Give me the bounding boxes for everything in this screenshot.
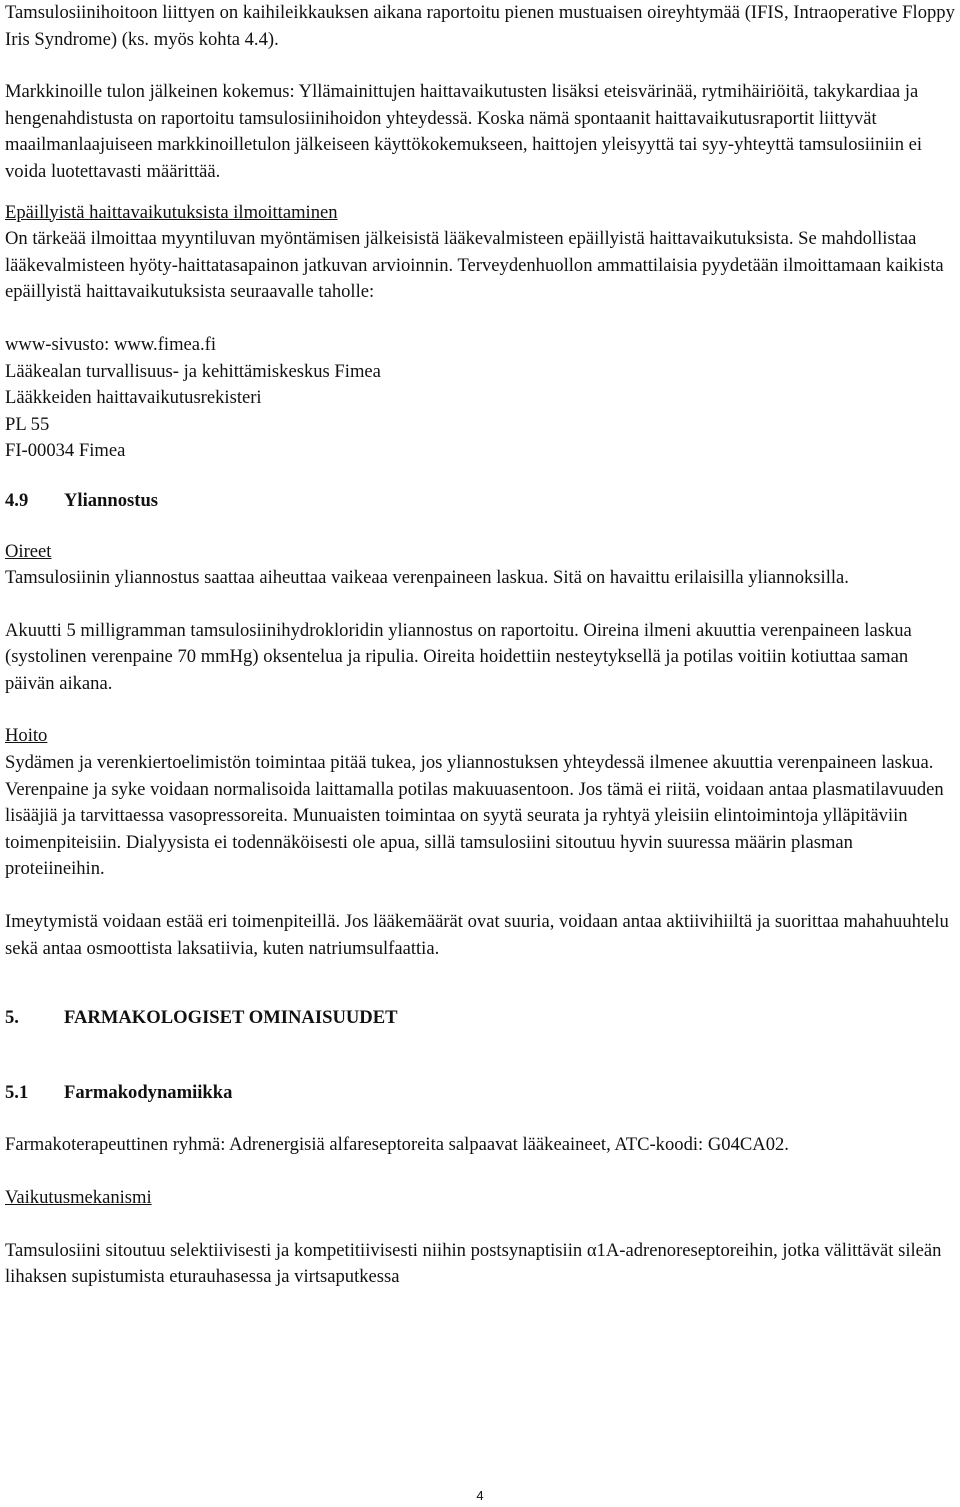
reporting-text: On tärkeää ilmoittaa myyntiluvan myöntämisen jälkeisistä lääkevalmisteen epäillyistä haittavaikutuksista. Se mahdollistaa lääkevalmisteen hyöty-haittatasapainon jatkuvan arvioinnin. Terveydenhuollon ammattilaisia pyydetään ilmoittamaan kaikista epäillyistä haittavaikutuksista seuraavalle taholle: bbox=[5, 228, 944, 303]
section-number: 5. bbox=[5, 1007, 19, 1029]
pharmacotherapeutic-group: Farmakoterapeuttinen ryhmä: Adrenergisiä alfareseptoreita salpaavat lääkeaineet, ATC-koodi: G04CA02. bbox=[5, 1134, 789, 1156]
address-line: Lääkkeiden haittavaikutusrekisteri bbox=[5, 387, 262, 409]
address-line: PL 55 bbox=[5, 413, 50, 435]
reporting-address bbox=[5, 332, 957, 465]
section-number: 5.1 bbox=[5, 1081, 29, 1103]
section-title: Farmakodynamiikka bbox=[64, 1081, 233, 1103]
section-4-9-heading bbox=[5, 488, 957, 515]
address-line: FI-00034 Fimea bbox=[5, 440, 126, 462]
hoito-paragraph-2: Imeytymistä voidaan estää eri toimenpiteillä. Jos lääkemäärät ovat suuria, voidaan antaa aktiivihiiltä ja suorittaa mahahuuhtelu sekä antaa osmoottista laksatiivia, kuten natriumsulfaattia. bbox=[5, 911, 949, 959]
postmarketing-paragraph: Markkinoille tulon jälkeinen kokemus: Yllämainittujen haittavaikutusten lisäksi eteisvärinää, rytmihäiriöitä, takykardiaa ja hengenahdistusta on raportoitu tamsulosiinihoidon yhteydessä. Koska nämä spontaanit haittavaikutusraportit liittyvät maailmanlaajuiseen markkinoilletulon jälkeiseen käyttökokemukseen, haittojen yleisyyttä tai syy-yhteyttä tamsulosiiniin ei voida luotettavasti määrittää. bbox=[5, 81, 923, 182]
mechanism-paragraph: Tamsulosiini sitoutuu selektiivisesti ja kompetitiivisesti niihin postsynaptisiin α1A-adrenoreseptoreihin, jotka välittävät sileän lihaksen supistumista eturauhasessa ja virtsaputkessa bbox=[5, 1239, 942, 1288]
oireet-paragraph-2: Akuutti 5 milligramman tamsulosiinihydrokloridin yliannostus on raportoitu. Oireina ilmeni akuuttia verenpaineen laskua (systolinen verenpaine 70 mmHg) oksentelua ja ripulia. Oireita hoidettiin nesteytyksellä ja potilas voitiin kotiuttaa saman päivän aikana. bbox=[5, 619, 912, 694]
reporting-heading: Epäillyistä haittavaikutuksista ilmoittaminen bbox=[5, 201, 338, 223]
section-5-heading bbox=[5, 1005, 957, 1032]
ifis-paragraph: Tamsulosiinihoitoon liittyen on kaihileikkauksen aikana raportoitu pienen mustuaisen oireyhtymää (IFIS, Intraoperative Floppy Iris Syndrome) (ks. myös kohta 4.4). bbox=[5, 2, 955, 50]
section-number: 4.9 bbox=[5, 489, 29, 511]
hoito-heading: Hoito bbox=[5, 725, 48, 747]
address-line: Lääkealan turvallisuus- ja kehittämiskeskus Fimea bbox=[5, 360, 381, 382]
hoito-paragraph-1: Sydämen ja verenkiertoelimistön toimintaa pitää tukea, jos yliannostuksen yhteydessä ilmenee akuuttia verenpaineen laskua. Verenpaine ja syke voidaan normalisoida laittamalla potilas makuuasentoon. Jos tämä ei riitä, voidaan antaa plasmatilavuuden lisääjiä ja tarvittaessa vasopressoreita. Munuaisten toimintaa on syytä seurata ja ryhtyä yleisiin elintoimintoja ylläpitäviin toimenpiteisiin. Dialyysista ei todennäköisesti ole apua, sillä tamsulosiini sitoutuu hyvin suuressa määrin plasman proteiineihin. bbox=[5, 752, 944, 880]
oireet-paragraph-1: Tamsulosiinin yliannostus saattaa aiheuttaa vaikeaa verenpaineen laskua. Sitä on havaittu erilaisilla yliannoksilla. bbox=[5, 567, 849, 589]
page-number: 4 bbox=[476, 1488, 484, 1503]
address-line: www-sivusto: www.fimea.fi bbox=[5, 333, 217, 355]
section-title: FARMAKOLOGISET OMINAISUUDET bbox=[64, 1007, 398, 1029]
mechanism-heading: Vaikutusmekanismi bbox=[5, 1187, 152, 1208]
document-page bbox=[5, 0, 957, 1291]
section-5-1-heading bbox=[5, 1080, 957, 1107]
section-title: Yliannostus bbox=[64, 489, 159, 511]
oireet-heading: Oireet bbox=[5, 540, 52, 562]
